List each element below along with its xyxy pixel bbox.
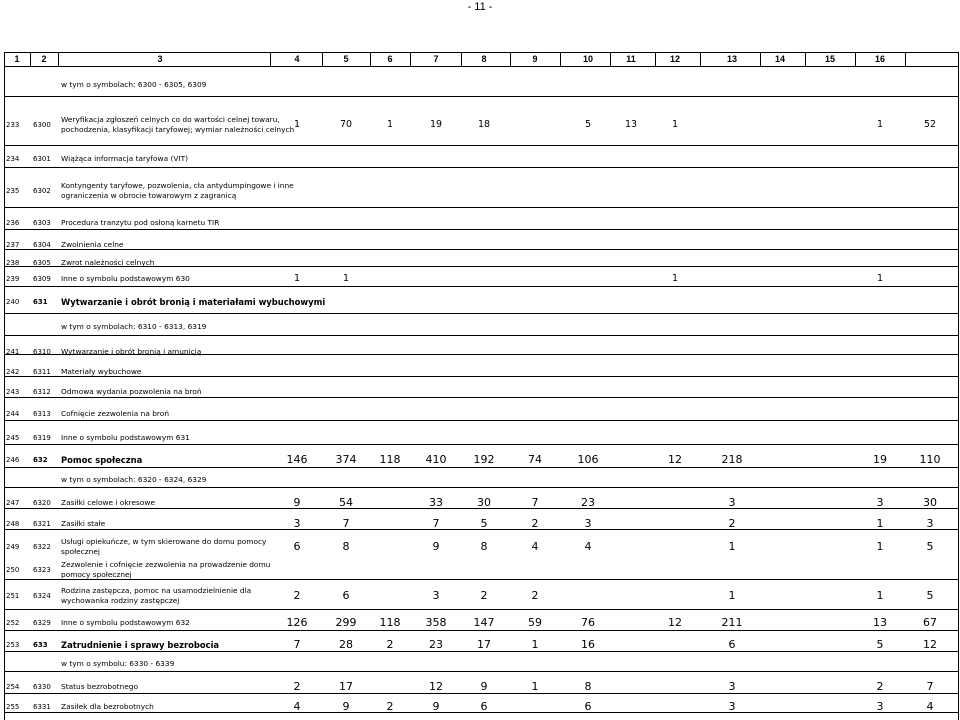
symbol-code: 6330 (33, 683, 51, 691)
row-number: 247 (6, 499, 20, 507)
category-name (61, 560, 270, 580)
row-separator (4, 609, 959, 610)
category-name (61, 347, 201, 357)
value-cell-c3: 146 (286, 453, 308, 466)
table-row (0, 216, 960, 230)
category-name-line: społecznej (61, 547, 100, 556)
row-number: 241 (6, 348, 20, 356)
value-cell-c3: 7 (293, 638, 301, 651)
row-separator (4, 313, 959, 314)
table-row (0, 679, 960, 695)
value-cell-c9: 5 (584, 119, 592, 130)
category-name (61, 519, 105, 529)
row-number: 240 (6, 298, 20, 306)
value-cell-c16: 4 (926, 700, 934, 713)
value-cell-c15: 2 (876, 680, 884, 693)
value-cell-c12: 3 (728, 700, 736, 713)
header-bottom-line (4, 66, 959, 67)
table-row (0, 295, 960, 309)
value-cell-c8: 7 (531, 496, 539, 509)
row-number: 237 (6, 241, 20, 249)
value-cell-c5: 2 (386, 700, 394, 713)
value-cell-c12: 2 (728, 517, 736, 530)
value-cell-c16: 52 (923, 119, 937, 130)
value-cell-c4: 9 (342, 700, 350, 713)
row-number: 252 (6, 619, 20, 627)
row-separator (4, 145, 959, 146)
row-separator (4, 167, 959, 168)
row-number: 248 (6, 520, 20, 528)
category-name-line: Kontyngenty taryfowe, pozwolenia, cła antydumpingowe i inne (61, 181, 294, 190)
category-name (61, 274, 190, 284)
value-cell-c16: 3 (926, 517, 934, 530)
value-cell-c6: 358 (425, 616, 447, 629)
value-cell-c7: 147 (473, 616, 495, 629)
table-row (0, 657, 960, 671)
value-cell-c16: 110 (919, 453, 941, 466)
value-cell-c7: 18 (477, 119, 491, 130)
symbol-code: 6303 (33, 219, 51, 227)
column-header-14: 14 (774, 54, 785, 64)
category-name-line: Weryfikacja zgłoszeń celnych co do wartości celnej towaru, (61, 115, 280, 124)
value-cell-c7: 17 (477, 638, 491, 651)
symbol-code: 6310 (33, 348, 51, 356)
header-divider (461, 52, 462, 66)
value-cell-c7: 9 (480, 680, 488, 693)
row-number: 244 (6, 410, 20, 418)
symbol-code: 6321 (33, 520, 51, 528)
category-name-line: wychowanka rodziny zastępczej (61, 596, 180, 605)
category-name (61, 297, 325, 307)
category-name-line: Usługi opiekuńcze, w tym skierowane do domu pomocy (61, 537, 267, 546)
value-cell-c16: 30 (923, 496, 937, 509)
value-cell-c12: 218 (721, 453, 743, 466)
symbol-code: 6329 (33, 619, 51, 627)
symbol-code: 6312 (33, 388, 51, 396)
value-cell-c8: 1 (531, 638, 539, 651)
table-row (0, 238, 960, 252)
value-cell-c7: 30 (477, 496, 491, 509)
value-cell-c5: 118 (379, 453, 401, 466)
category-name (61, 586, 251, 606)
category-name-line: Zwrot należności celnych (61, 258, 155, 267)
column-header-12: 12 (669, 54, 680, 64)
value-cell-c12: 211 (721, 616, 743, 629)
value-cell-c3: 2 (293, 680, 301, 693)
category-name (61, 537, 266, 557)
value-cell-c4: 299 (335, 616, 357, 629)
symbol-code: 6324 (33, 592, 51, 600)
symbol-code: 6301 (33, 155, 51, 163)
row-number: 245 (6, 434, 20, 442)
value-cell-c16: 5 (926, 589, 934, 602)
value-cell-c10: 13 (624, 119, 638, 130)
row-number: 249 (6, 543, 20, 551)
row-number: 234 (6, 155, 20, 163)
category-name (61, 258, 154, 268)
column-header-5: 5 (343, 54, 349, 64)
category-name-line: Zwolnienia celne (61, 240, 124, 249)
row-separator (4, 207, 959, 208)
value-cell-c4: 28 (339, 638, 353, 651)
value-cell-c6: 33 (429, 496, 443, 509)
table-row (0, 431, 960, 445)
value-cell-c15: 13 (873, 616, 887, 629)
value-cell-c3: 4 (293, 700, 301, 713)
symbol-code: 633 (33, 641, 48, 649)
value-cell-c16: 67 (923, 616, 937, 629)
value-cell-c7: 2 (480, 589, 488, 602)
category-name (61, 702, 154, 712)
value-cell-c9: 8 (584, 680, 592, 693)
value-cell-c9: 76 (581, 616, 595, 629)
category-name-line: Odmowa wydania pozwolenia na broń (61, 387, 202, 396)
category-name (61, 367, 141, 377)
symbol-code: 6320 (33, 499, 51, 507)
table-row (0, 152, 960, 166)
value-cell-c3: 3 (293, 517, 301, 530)
value-cell-c15: 3 (876, 496, 884, 509)
row-number: 243 (6, 388, 20, 396)
value-cell-c4: 8 (342, 540, 350, 553)
value-cell-c8: 74 (528, 453, 542, 466)
header-divider (700, 52, 701, 66)
value-cell-c6: 410 (425, 453, 447, 466)
header-divider (760, 52, 761, 66)
table-row (0, 637, 960, 653)
category-name-line: Inne o symbolu podstawowym 631 (61, 433, 190, 442)
row-number: 236 (6, 219, 20, 227)
value-cell-c6: 7 (432, 517, 440, 530)
header-divider (655, 52, 656, 66)
value-cell-c4: 17 (339, 680, 353, 693)
value-cell-c11: 12 (668, 453, 682, 466)
header-divider (855, 52, 856, 66)
value-cell-c8: 59 (528, 616, 542, 629)
category-name-line: Zatrudnienie i sprawy bezrobocia (61, 640, 220, 650)
row-number: 251 (6, 592, 20, 600)
value-cell-c15: 1 (876, 517, 884, 530)
column-header-8: 8 (481, 54, 487, 64)
subgroup-label: w tym o symbolach: 6300 - 6305, 6309 (61, 80, 207, 89)
value-cell-c6: 12 (429, 680, 443, 693)
symbol-code: 6323 (33, 566, 51, 574)
category-name (61, 433, 190, 443)
value-cell-c15: 1 (876, 273, 884, 284)
symbol-code: 6322 (33, 543, 51, 551)
column-header-3: 3 (157, 54, 163, 64)
category-name (61, 240, 123, 250)
value-cell-c16: 12 (923, 638, 937, 651)
category-name-line: Wiążąca informacja taryfowa (VIT) (61, 154, 188, 163)
symbol-code: 6300 (33, 121, 51, 129)
category-name-line: Inne o symbolu podstawowym 632 (61, 618, 190, 627)
value-cell-c6: 9 (432, 700, 440, 713)
row-number: 254 (6, 683, 20, 691)
table-row (0, 473, 960, 487)
row-number: 235 (6, 187, 20, 195)
category-name-line: pochodzenia, klasyfikacji taryfowej; wymiar należności celnych (61, 125, 295, 134)
category-name-line: Rodzina zastępcza, pomoc na usamodzielnienie dla (61, 586, 252, 595)
row-number: 238 (6, 259, 20, 267)
header-divider (610, 52, 611, 66)
value-cell-c4: 374 (335, 453, 357, 466)
value-cell-c9: 3 (584, 517, 592, 530)
table-row (0, 345, 960, 359)
value-cell-c3: 2 (293, 589, 301, 602)
table-row (0, 615, 960, 631)
table-row (0, 181, 960, 201)
header-divider (270, 52, 271, 66)
symbol-code: 6309 (33, 275, 51, 283)
symbol-code: 6302 (33, 187, 51, 195)
category-name-line: Procedura tranzytu pod osłoną karnetu TIR (61, 218, 220, 227)
category-name-line: Zezwolenie i cofnięcie zezwolenia na prowadzenie domu (61, 560, 271, 569)
value-cell-c3: 1 (293, 273, 301, 284)
value-cell-c3: 1 (293, 119, 301, 130)
row-number: 250 (6, 566, 20, 574)
category-name-line: Inne o symbolu podstawowym 630 (61, 274, 190, 283)
row-number: 253 (6, 641, 20, 649)
subgroup-label: w tym o symbolu: 6330 - 6339 (61, 659, 175, 668)
header-divider (805, 52, 806, 66)
category-name (61, 115, 294, 135)
symbol-code: 6313 (33, 410, 51, 418)
table-row (0, 584, 960, 608)
category-name (61, 387, 202, 397)
value-cell-c9: 23 (581, 496, 595, 509)
column-header-15: 15 (824, 54, 835, 64)
value-cell-c5: 1 (386, 119, 394, 130)
value-cell-c8: 2 (531, 589, 539, 602)
value-cell-c15: 3 (876, 700, 884, 713)
table-row (0, 559, 960, 581)
value-cell-c3: 9 (293, 496, 301, 509)
table-row (0, 535, 960, 559)
row-separator (4, 487, 959, 488)
column-header-9: 9 (532, 54, 538, 64)
table-row (0, 699, 960, 715)
value-cell-c11: 12 (668, 616, 682, 629)
table-row (0, 320, 960, 334)
table-row (0, 516, 960, 532)
value-cell-c6: 9 (432, 540, 440, 553)
row-number: 255 (6, 703, 20, 711)
value-cell-c11: 1 (671, 273, 679, 284)
table-row (0, 452, 960, 468)
category-name (61, 218, 219, 228)
value-cell-c15: 1 (876, 589, 884, 602)
value-cell-c4: 70 (339, 119, 353, 130)
category-name-line: Wytwarzanie i obrót bronią i amunicją (61, 347, 202, 356)
value-cell-c16: 5 (926, 540, 934, 553)
symbol-code: 632 (33, 456, 48, 464)
symbol-code: 6304 (33, 241, 51, 249)
column-header-4: 4 (294, 54, 300, 64)
row-number: 239 (6, 275, 20, 283)
value-cell-c9: 106 (577, 453, 599, 466)
category-name-line: Status bezrobotnego (61, 682, 138, 691)
value-cell-c5: 2 (386, 638, 394, 651)
row-number: 233 (6, 121, 20, 129)
value-cell-c7: 192 (473, 453, 495, 466)
subgroup-label: w tym o symbolach: 6310 - 6313, 6319 (61, 322, 207, 331)
header-divider (510, 52, 511, 66)
symbol-code: 6331 (33, 703, 51, 711)
row-separator (4, 96, 959, 97)
category-name-line: Zasiłek dla bezrobotnych (61, 702, 154, 711)
table-row (0, 365, 960, 379)
subgroup-label: w tym o symbolach: 6320 - 6324, 6329 (61, 475, 207, 484)
value-cell-c6: 19 (429, 119, 443, 130)
header-divider (370, 52, 371, 66)
row-number: 242 (6, 368, 20, 376)
value-cell-c4: 54 (339, 496, 353, 509)
symbol-code: 6319 (33, 434, 51, 442)
value-cell-c9: 4 (584, 540, 592, 553)
table-row (0, 495, 960, 511)
row-separator (4, 671, 959, 672)
value-cell-c6: 23 (429, 638, 443, 651)
value-cell-c9: 6 (584, 700, 592, 713)
value-cell-c15: 1 (876, 119, 884, 130)
header-divider (560, 52, 561, 66)
row-separator (4, 286, 959, 287)
column-header-1: 1 (14, 54, 20, 64)
value-cell-c12: 1 (728, 589, 736, 602)
value-cell-c16: 7 (926, 680, 934, 693)
value-cell-c9: 16 (581, 638, 595, 651)
value-cell-c8: 2 (531, 517, 539, 530)
value-cell-c4: 6 (342, 589, 350, 602)
row-number: 246 (6, 456, 20, 464)
category-name (61, 498, 155, 508)
row-separator (4, 335, 959, 336)
category-name (61, 181, 294, 201)
category-name-line: Zasiłki celowe i okresowe (61, 498, 155, 507)
value-cell-c11: 1 (671, 119, 679, 130)
category-name-line: pomocy społecznej (61, 570, 132, 579)
value-cell-c3: 126 (286, 616, 308, 629)
value-cell-c7: 5 (480, 517, 488, 530)
category-name (61, 640, 219, 650)
value-cell-c15: 19 (873, 453, 887, 466)
category-name (61, 409, 169, 419)
header-divider (322, 52, 323, 66)
value-cell-c7: 8 (480, 540, 488, 553)
category-name-line: ograniczenia w obrocie towarowym z zagranicą (61, 191, 237, 200)
column-header-13: 13 (726, 54, 737, 64)
category-name-line: Wytwarzanie i obrót bronią i materiałami wybuchowymi (61, 297, 326, 307)
value-cell-c5: 118 (379, 616, 401, 629)
value-cell-c15: 5 (876, 638, 884, 651)
page-number: - 11 - (467, 1, 493, 13)
category-name (61, 618, 190, 628)
header-divider (410, 52, 411, 66)
table-row (0, 272, 960, 286)
value-cell-c4: 1 (342, 273, 350, 284)
category-name-line: Materiały wybuchowe (61, 367, 142, 376)
table-row (0, 407, 960, 421)
header-divider (905, 52, 906, 66)
category-name-line: Zasiłki stałe (61, 519, 106, 528)
column-header-6: 6 (387, 54, 393, 64)
table-row (0, 78, 960, 92)
category-name-line: Pomoc społeczna (61, 455, 143, 465)
column-header-10: 10 (582, 54, 593, 64)
category-name (61, 154, 188, 164)
column-header-2: 2 (41, 54, 47, 64)
value-cell-c12: 3 (728, 496, 736, 509)
value-cell-c8: 1 (531, 680, 539, 693)
value-cell-c4: 7 (342, 517, 350, 530)
symbol-code: 6305 (33, 259, 51, 267)
value-cell-c7: 6 (480, 700, 488, 713)
value-cell-c15: 1 (876, 540, 884, 553)
value-cell-c12: 6 (728, 638, 736, 651)
table-row (0, 256, 960, 270)
column-header-16: 16 (874, 54, 885, 64)
value-cell-c12: 3 (728, 680, 736, 693)
column-header-7: 7 (433, 54, 439, 64)
category-name (61, 455, 142, 465)
category-name (61, 682, 138, 692)
symbol-code: 631 (33, 298, 48, 306)
value-cell-c8: 4 (531, 540, 539, 553)
table-row (0, 385, 960, 399)
value-cell-c3: 6 (293, 540, 301, 553)
symbol-code: 6311 (33, 368, 51, 376)
column-header-11: 11 (626, 54, 636, 64)
value-cell-c12: 1 (728, 540, 736, 553)
table-row (0, 111, 960, 139)
value-cell-c6: 3 (432, 589, 440, 602)
category-name-line: Cofnięcie zezwolenia na broń (61, 409, 170, 418)
